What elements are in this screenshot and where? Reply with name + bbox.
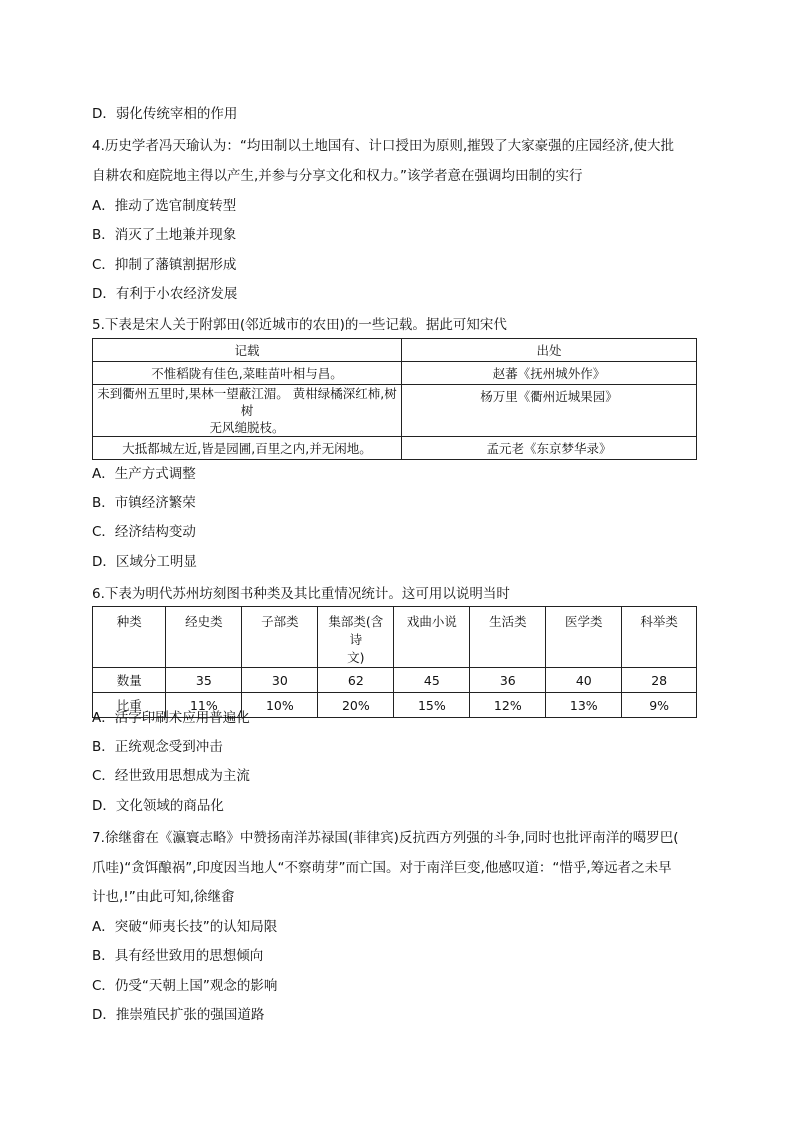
table-cell: 30 [242,668,318,693]
table-header-cell: 科举类 [622,607,697,668]
q6-option-c: C．经世致用思想成为主流 [92,768,250,784]
q7-option-c: C．仍受“天朝上国”观念的影响 [92,978,278,994]
table-row-label: 比重 [93,693,166,718]
q5-option-c: C．经济结构变动 [92,524,196,540]
q5-stem: 5.下表是宋人关于附郭田(邻近城市的农田)的一些记载。据此可知宋代 [92,317,507,333]
table-cell-source: 孟元老《东京梦华录》 [402,437,697,460]
table-row [93,385,697,437]
table-cell: 10% [242,693,318,718]
q4-option-b: B．消灭了土地兼并现象 [92,227,237,243]
table-cell: 9% [622,693,697,718]
table-cell-source: 赵蕃《抚州城外作》 [402,362,697,385]
q6-stem: 6.下表为明代苏州坊刻图书种类及其比重情况统计。这可用以说明当时 [92,586,510,602]
table-cell-record [93,385,402,437]
table-cell: 45 [394,668,470,693]
q5-option-d: D．区域分工明显 [92,554,197,570]
table-header-row [93,607,697,668]
table-cell-record: 大抵都城左近,皆是园圃,百里之内,并无闲地。 [93,437,402,460]
table-cell: 28 [622,668,697,693]
table-header-cell: 种类 [93,607,166,668]
table-header-source: 出处 [402,339,697,362]
record-line1: 未到衢州五里时,果林一望蔽江湄。 黄柑绿橘深红柿,树树 [97,386,397,418]
table-row [93,668,697,693]
q7-option-d: D．推崇殖民扩张的强国道路 [92,1007,265,1023]
table-cell: 35 [166,668,242,693]
q4-option-a: A．推动了选官制度转型 [92,198,237,214]
q5-option-a: A．生产方式调整 [92,466,196,482]
table-row [93,437,697,460]
q5-option-b: B．市镇经济繁荣 [92,495,196,511]
q7-stem-line1: 7.徐继畬在《瀛寰志略》中赞扬南洋苏禄国(菲律宾)反抗西方列强的斗争,同时也批评南洋的噶罗巴( [92,830,679,846]
q6-option-b: B．正统观念受到冲击 [92,739,223,755]
q4-option-c: C．抑制了藩镇割据形成 [92,257,237,273]
table-header-cell: 医学类 [546,607,622,668]
table-cell: 62 [318,668,394,693]
table-header-cell: 子部类 [242,607,318,668]
table-header-cell: 生活类 [470,607,546,668]
q6-table [92,606,697,718]
table-cell: 36 [470,668,546,693]
q6-option-a: A．活字印刷术应用普遍化 [92,710,250,726]
table-cell-source: 杨万里《衢州近城果园》 [402,385,697,437]
table-cell: 20% [318,693,394,718]
q4-stem-line1: 4.历史学者冯天瑜认为：“均田制以土地国有、计口授田为原则,摧毁了大家豪强的庄园经济,使大批 [92,138,674,154]
table-row [93,362,697,385]
header-line2: 文) [347,650,365,665]
record-line2: 无风缒脱枝。 [209,420,285,435]
table-header-cell: 戏曲小说 [394,607,470,668]
table-header-row [93,339,697,362]
table-cell: 11% [166,693,242,718]
table-cell: 12% [470,693,546,718]
table-cell: 13% [546,693,622,718]
table-header-record: 记载 [93,339,402,362]
q7-stem-line2: 爪哇)“贪饵酿祸”,印度因当地人“不察萌芽”而亡国。对于南洋巨变,他感叹道：“惜乎,筹远者之未早 [92,860,672,876]
table-row-label: 数量 [93,668,166,693]
header-line1: 集部类(含诗 [328,614,384,647]
table-cell-record: 不惟稻陇有佳色,菜畦苗叶相与昌。 [93,362,402,385]
table-cell: 15% [394,693,470,718]
q3-option-d: D．弱化传统宰相的作用 [92,106,238,122]
table-header-cell [318,607,394,668]
table-cell: 40 [546,668,622,693]
table-header-cell: 经史类 [166,607,242,668]
q6-option-d: D．文化领域的商品化 [92,798,224,814]
q5-table [92,338,697,460]
q4-option-d: D．有利于小农经济发展 [92,286,238,302]
q7-option-a: A．突破“师夷长技”的认知局限 [92,919,278,935]
q7-option-b: B．具有经世致用的思想倾向 [92,948,264,964]
q7-stem-line3: 计也,!”由此可知,徐继畬 [92,889,235,905]
q4-stem-line2: 自耕农和庭院地主得以产生,并参与分享文化和权力。”该学者意在强调均田制的实行 [92,168,583,184]
